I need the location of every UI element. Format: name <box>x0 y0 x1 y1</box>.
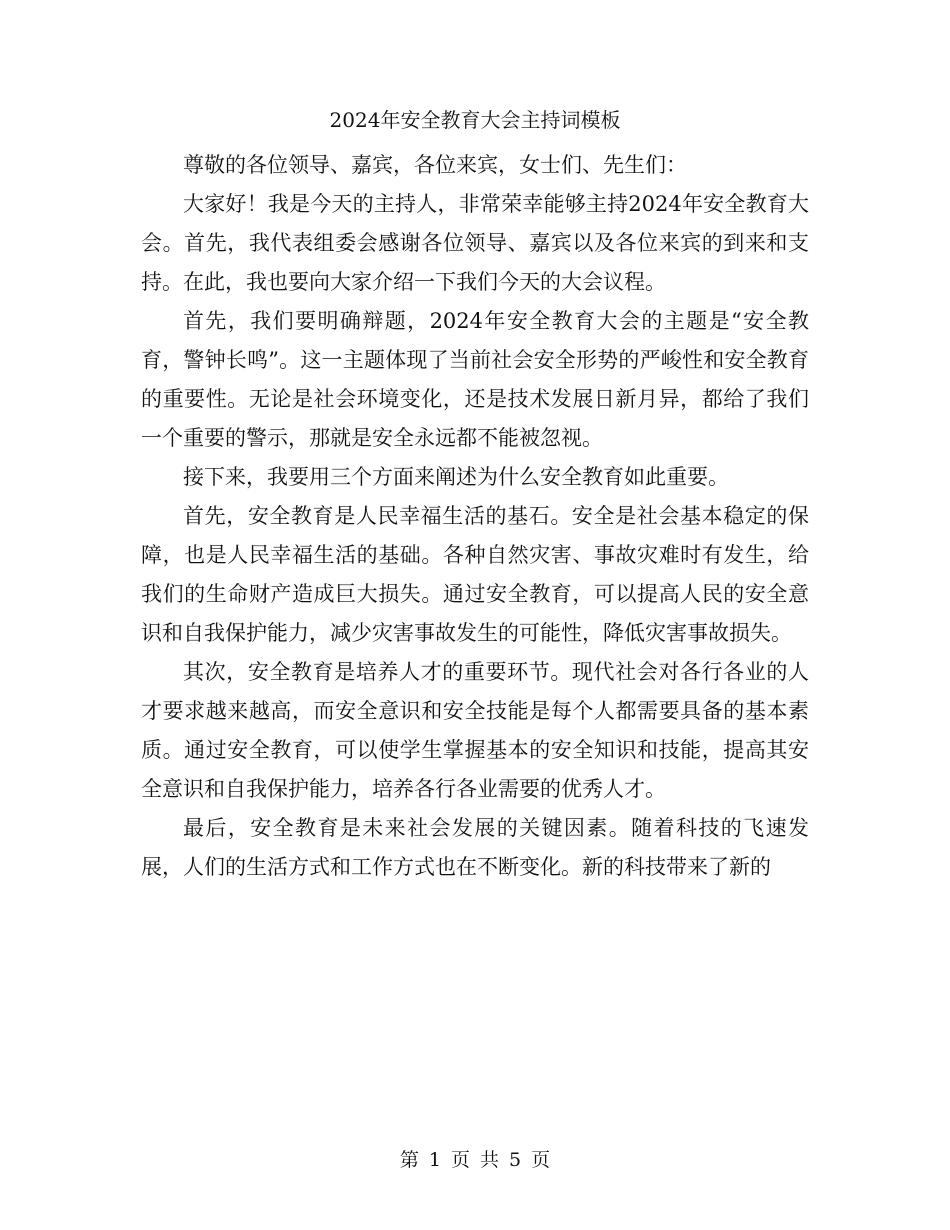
paragraph-point-three: 最后，安全教育是未来社会发展的关键因素。随着科技的飞速发展，人们的生活方式和工作方式也在不断变化。新的科技带来了新的 <box>141 816 809 879</box>
paragraph-theme: 首先，我们要明确辩题，2024年安全教育大会的主题是“安全教育，警钟长鸣”。这一主题体现了当前社会安全形势的严峻性和安全教育的重要性。无论是社会环境变化，还是技术发展日新月异，都给了我们一个重要的警示，那就是安全永远都不能被忽视。 <box>141 309 809 450</box>
paragraph-point-two: 其次，安全教育是培养人才的重要环节。现代社会对各行各业的人才要求越来越高，而安全意识和安全技能是每个人都需要具备的基本素质。通过安全教育，可以使学生掌握基本的安全知识和技能，提高其安全意识和自我保护能力，培养各行各业需要的优秀人才。 <box>141 660 809 801</box>
document-body <box>141 146 809 887</box>
paragraph-transition: 接下来，我要用三个方面来阐述为什么安全教育如此重要。 <box>183 465 729 489</box>
paragraph-point-one: 首先，安全教育是人民幸福生活的基石。安全是社会基本稳定的保障，也是人民幸福生活的基础。各种自然灾害、事故灾难时有发生，给我们的生命财产造成巨大损失。通过安全教育，可以提高人民的安全意识和自我保护能力，减少灾害事故发生的可能性，降低灾害事故损失。 <box>141 504 809 645</box>
document-title: 2024年安全教育大会主持词模板 <box>329 108 621 132</box>
paragraph-opening: 大家好！我是今天的主持人，非常荣幸能够主持2024年安全教育大会。首先，我代表组委会感谢各位领导、嘉宾以及各位来宾的到来和支持。在此，我也要向大家介绍一下我们今天的大会议程。 <box>141 192 809 294</box>
page-number-footer: 第 1 页 共 5 页 <box>399 1149 551 1171</box>
paragraph-greeting: 尊敬的各位领导、嘉宾，各位来宾，女士们、先生们： <box>183 153 687 177</box>
